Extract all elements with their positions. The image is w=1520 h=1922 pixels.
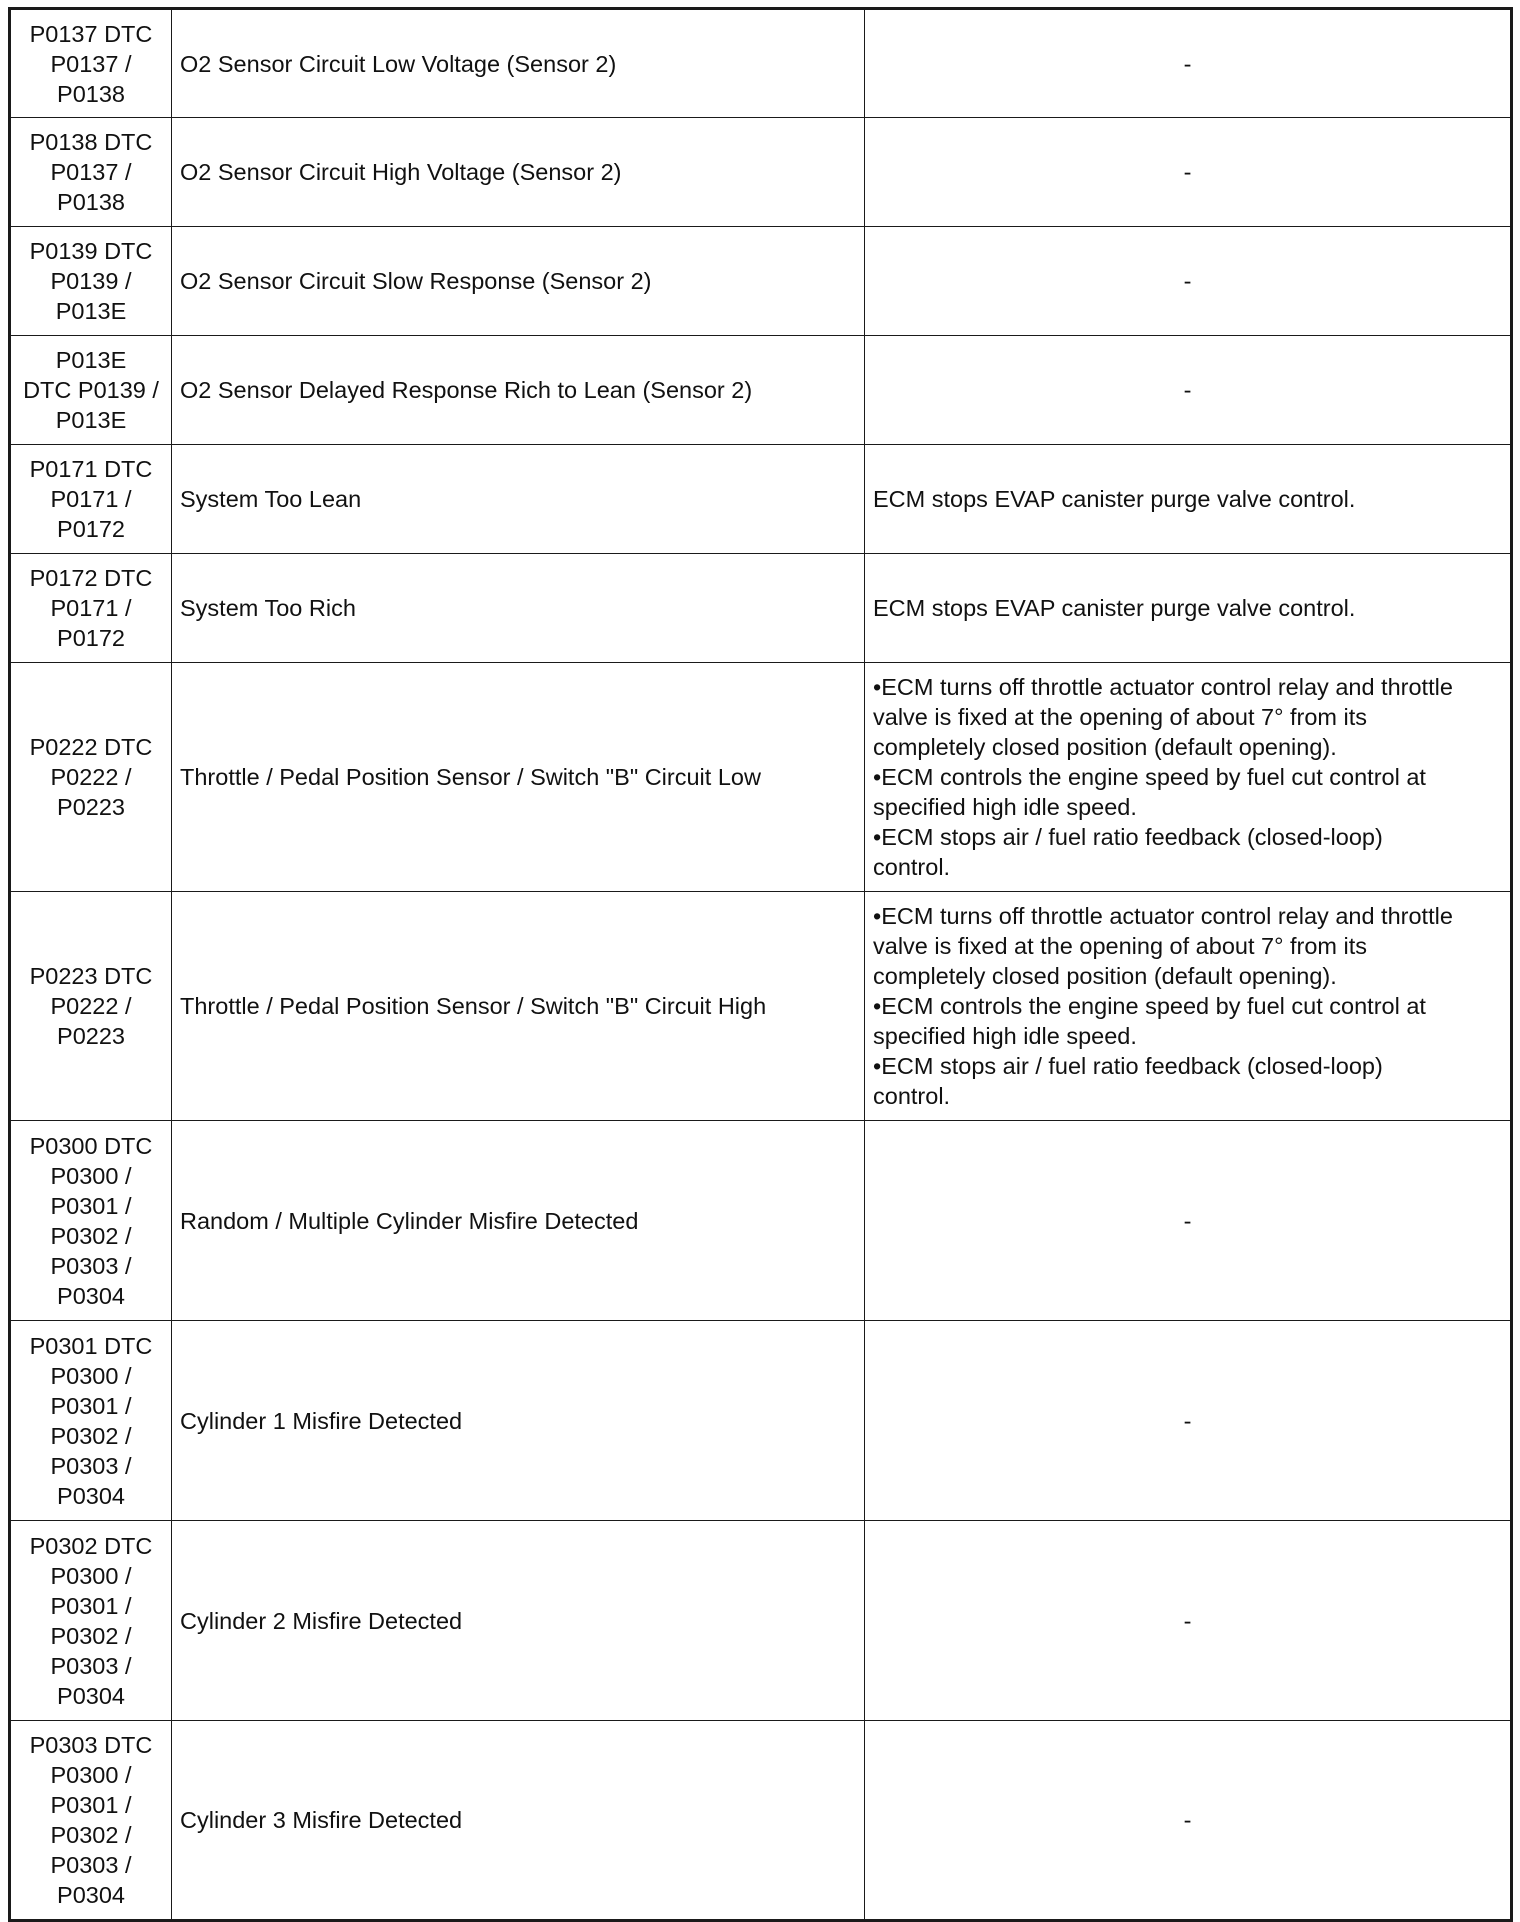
fail-safe-line: - [1183, 1607, 1192, 1634]
table-row [10, 9, 1512, 118]
dtc-code-line: P0137 DTC [29, 20, 153, 47]
dtc-description-cell: O2 Sensor Circuit Slow Response (Sensor 2) [172, 227, 865, 336]
dtc-code-line: P0139 DTC [29, 238, 153, 264]
dtc-code-line: P0171 DTC [29, 456, 153, 482]
dtc-code-line: P0301 / [50, 1392, 132, 1419]
table-row [10, 445, 1512, 554]
fail-safe-line: - [1183, 159, 1192, 185]
dtc-code-line: P0302 / [50, 1222, 132, 1249]
dtc-code-line: P0301 DTC [29, 1332, 153, 1359]
dtc-code-line: P0300 / [50, 1362, 132, 1389]
dtc-code-line: P0304 [57, 1282, 125, 1309]
dtc-code-line: P0303 DTC [29, 1732, 153, 1758]
fail-safe-line: - [1183, 1407, 1192, 1434]
table-row [10, 1521, 1512, 1721]
dtc-code-line: P0223 [57, 1023, 125, 1049]
dtc-code-cell [10, 1721, 172, 1921]
dtc-code-line: P0304 [57, 1682, 125, 1709]
dtc-code-line: P0303 / [50, 1252, 132, 1279]
dtc-description-cell: O2 Sensor Delayed Response Rich to Lean (Sensor 2) [172, 336, 865, 445]
dtc-code-line: P0302 / [50, 1422, 132, 1449]
dtc-table-body [10, 9, 1512, 1921]
fail-safe-cell [865, 9, 1512, 118]
table-row [10, 663, 1512, 892]
fail-safe-line: ECM stops EVAP canister purge valve control. [873, 486, 1356, 512]
dtc-fail-safe-table [8, 7, 1513, 1922]
fail-safe-cell [865, 227, 1512, 336]
dtc-code-cell [10, 336, 172, 445]
dtc-code-line: P0301 / [50, 1592, 132, 1619]
fail-safe-line: specified high idle speed. [873, 1023, 1137, 1049]
dtc-code-line: P0300 / [50, 1562, 132, 1589]
dtc-description-cell: Throttle / Pedal Position Sensor / Switch "B" Circuit Low [172, 663, 865, 892]
dtc-code-cell [10, 227, 172, 336]
dtc-code-line: P0172 [57, 516, 125, 542]
fail-safe-line: specified high idle speed. [873, 794, 1137, 820]
dtc-code-line: P013E [55, 347, 127, 373]
dtc-code-line: P0171 / [50, 486, 132, 512]
fail-safe-cell [865, 118, 1512, 227]
dtc-description-cell: Cylinder 2 Misfire Detected [172, 1521, 865, 1721]
fail-safe-line: ECM stops EVAP canister purge valve control. [873, 595, 1356, 621]
dtc-code-line: P0137 / [50, 159, 132, 185]
dtc-code-line: P0222 DTC [29, 734, 153, 760]
fail-safe-cell [865, 336, 1512, 445]
fail-safe-cell [865, 445, 1512, 554]
fail-safe-cell [865, 554, 1512, 663]
dtc-description-cell: Throttle / Pedal Position Sensor / Switch "B" Circuit High [172, 892, 865, 1121]
dtc-code-line: P0302 / [50, 1622, 132, 1649]
table-row [10, 336, 1512, 445]
dtc-code-line: P0304 [57, 1882, 125, 1908]
dtc-code-line: P0222 / [50, 993, 132, 1019]
dtc-code-line: DTC P0139 / [23, 377, 159, 403]
fail-safe-line: •ECM controls the engine speed by fuel cut control at [873, 764, 1426, 790]
fail-safe-line: valve is fixed at the opening of about 7° from its [873, 933, 1368, 959]
table-row [10, 554, 1512, 663]
dtc-code-line: P0172 DTC [29, 565, 153, 591]
dtc-description-cell: Cylinder 1 Misfire Detected [172, 1321, 865, 1521]
dtc-code-line: P0301 / [50, 1792, 132, 1818]
dtc-code-line: P0138 [57, 189, 125, 215]
fail-safe-line: •ECM controls the engine speed by fuel cut control at [873, 993, 1426, 1019]
fail-safe-cell [865, 1521, 1512, 1721]
fail-safe-line: - [1183, 377, 1192, 403]
dtc-code-cell [10, 1521, 172, 1721]
dtc-code-cell [10, 663, 172, 892]
fail-safe-cell [865, 663, 1512, 892]
table-row [10, 227, 1512, 336]
dtc-code-line: P0303 / [50, 1452, 132, 1479]
dtc-code-line: P0302 / [50, 1822, 132, 1848]
dtc-code-line: P0300 / [50, 1162, 132, 1189]
dtc-code-line: P0223 [57, 794, 125, 820]
fail-safe-line: •ECM turns off throttle actuator control relay and throttle [873, 674, 1453, 700]
fail-safe-cell [865, 1321, 1512, 1521]
dtc-code-line: P0222 / [50, 764, 132, 790]
fail-safe-line: - [1183, 268, 1192, 294]
dtc-code-cell [10, 892, 172, 1121]
dtc-code-line: P0138 [57, 80, 125, 107]
fail-safe-line: - [1183, 1807, 1192, 1833]
dtc-code-cell [10, 1321, 172, 1521]
dtc-code-line: P0138 DTC [29, 129, 153, 155]
table-row [10, 118, 1512, 227]
table-row [10, 1721, 1512, 1921]
dtc-code-line: P0171 / [50, 595, 132, 621]
dtc-code-line: P0303 / [50, 1852, 132, 1878]
fail-safe-line: •ECM stops air / fuel ratio feedback (closed-loop) [873, 824, 1383, 850]
fail-safe-cell [865, 1721, 1512, 1921]
fail-safe-line: completely closed position (default opening). [873, 963, 1337, 989]
dtc-code-line: P0137 / [50, 50, 132, 77]
fail-safe-line: - [1183, 1207, 1192, 1234]
dtc-code-cell [10, 1121, 172, 1321]
fail-safe-line: valve is fixed at the opening of about 7° from its [873, 704, 1368, 730]
fail-safe-line: control. [873, 854, 951, 880]
fail-safe-line: completely closed position (default opening). [873, 734, 1337, 760]
dtc-code-line: P0304 [57, 1482, 125, 1509]
dtc-description-cell: System Too Rich [172, 554, 865, 663]
dtc-code-line: P0300 DTC [29, 1132, 153, 1159]
dtc-code-cell [10, 554, 172, 663]
dtc-code-line: P0139 / [50, 268, 132, 294]
fail-safe-cell [865, 1121, 1512, 1321]
fail-safe-cell [865, 892, 1512, 1121]
fail-safe-line: - [1183, 50, 1192, 77]
dtc-code-line: P0303 / [50, 1652, 132, 1679]
dtc-description-cell: System Too Lean [172, 445, 865, 554]
dtc-code-cell [10, 445, 172, 554]
dtc-description-cell: Random / Multiple Cylinder Misfire Detected [172, 1121, 865, 1321]
table-row [10, 1321, 1512, 1521]
dtc-code-line: P0301 / [50, 1192, 132, 1219]
dtc-description-cell: O2 Sensor Circuit Low Voltage (Sensor 2) [172, 9, 865, 118]
dtc-code-line: P013E [55, 407, 127, 433]
dtc-code-line: P0172 [57, 625, 125, 651]
fail-safe-line: control. [873, 1083, 951, 1109]
dtc-code-cell [10, 118, 172, 227]
dtc-code-line: P013E [55, 298, 127, 324]
fail-safe-line: •ECM stops air / fuel ratio feedback (closed-loop) [873, 1053, 1383, 1079]
dtc-description-cell: Cylinder 3 Misfire Detected [172, 1721, 865, 1921]
dtc-code-line: P0300 / [50, 1762, 132, 1788]
dtc-description-cell: O2 Sensor Circuit High Voltage (Sensor 2) [172, 118, 865, 227]
fail-safe-line: •ECM turns off throttle actuator control relay and throttle [873, 903, 1453, 929]
dtc-code-cell [10, 9, 172, 118]
dtc-code-line: P0302 DTC [29, 1532, 153, 1559]
table-row [10, 1121, 1512, 1321]
table-row [10, 892, 1512, 1121]
dtc-code-line: P0223 DTC [29, 963, 153, 989]
